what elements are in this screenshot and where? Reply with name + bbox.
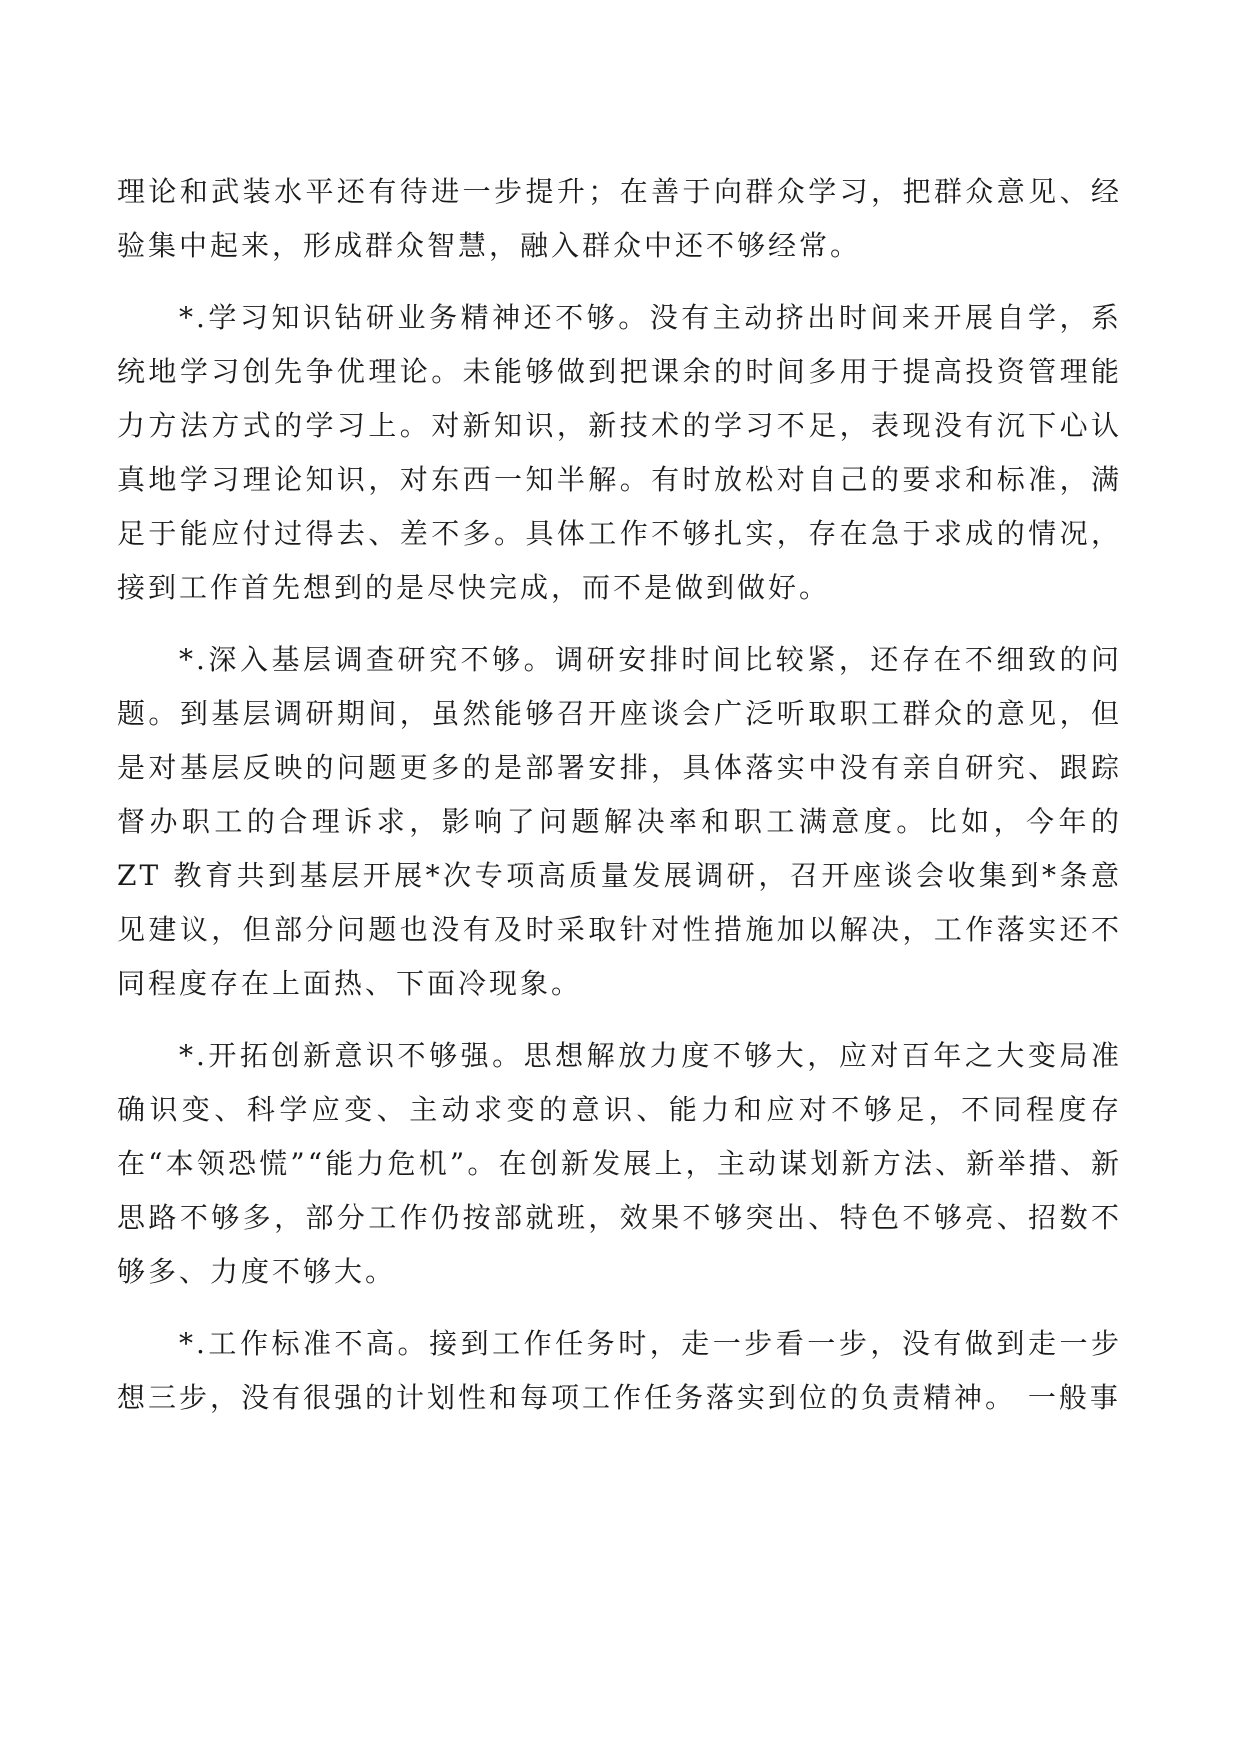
paragraph-2: *.学习知识钻研业务精神还不够。没有主动挤出时间来开展自学，系统地学习创先争优理论。未能够做到把课余的时间多用于提高投资管理能力方法方式的学习上。对新知识，新技术的学习不足，表现没有沉下心认真地学习理论知识，对东西一知半解。有时放松对自己的要求和标准，满足于能应付过得去、差不多。具体工作不够扎实，存在急于求成的情况，接到工作首先想到的是尽快完成，而不是做到做好。 bbox=[117, 301, 1122, 604]
paragraph-5: *.工作标准不高。接到工作任务时，走一步看一步，没有做到走一步想三步，没有很强的计划性和每项工作任务落实到位的负责精神。 一般事 bbox=[117, 1327, 1122, 1414]
paragraph-4: *.开拓创新意识不够强。思想解放力度不够大，应对百年之大变局准确识变、科学应变、主动求变的意识、能力和应对不够足，不同程度存在“本领恐慌”“能力危机”。在创新发展上，主动谋划新方法、新举措、新思路不够多，部分工作仍按部就班，效果不够突出、特色不够亮、招数不够多、力度不够大。 bbox=[117, 1039, 1122, 1288]
paragraph-3: *.深入基层调查研究不够。调研安排时间比较紧，还存在不细致的问题。到基层调研期间，虽然能够召开座谈会广泛听取职工群众的意见，但是对基层反映的问题更多的是部署安排，具体落实中没有亲自研究、跟踪督办职工的合理诉求，影响了问题解决率和职工满意度。比如，今年的 ZT 教育共到基层开展*次专项高质量发展调研，召开座谈会收集到*条意见建议，但部分问题也没有及时采取针对性措施加以解决，工作落实还不同程度存在上面热、下面冷现象。 bbox=[117, 643, 1122, 1000]
document-body bbox=[117, 165, 1122, 1425]
paragraph-1: 理论和武装水平还有待进一步提升；在善于向群众学习，把群众意见、经验集中起来，形成群众智慧，融入群众中还不够经常。 bbox=[117, 175, 1122, 262]
